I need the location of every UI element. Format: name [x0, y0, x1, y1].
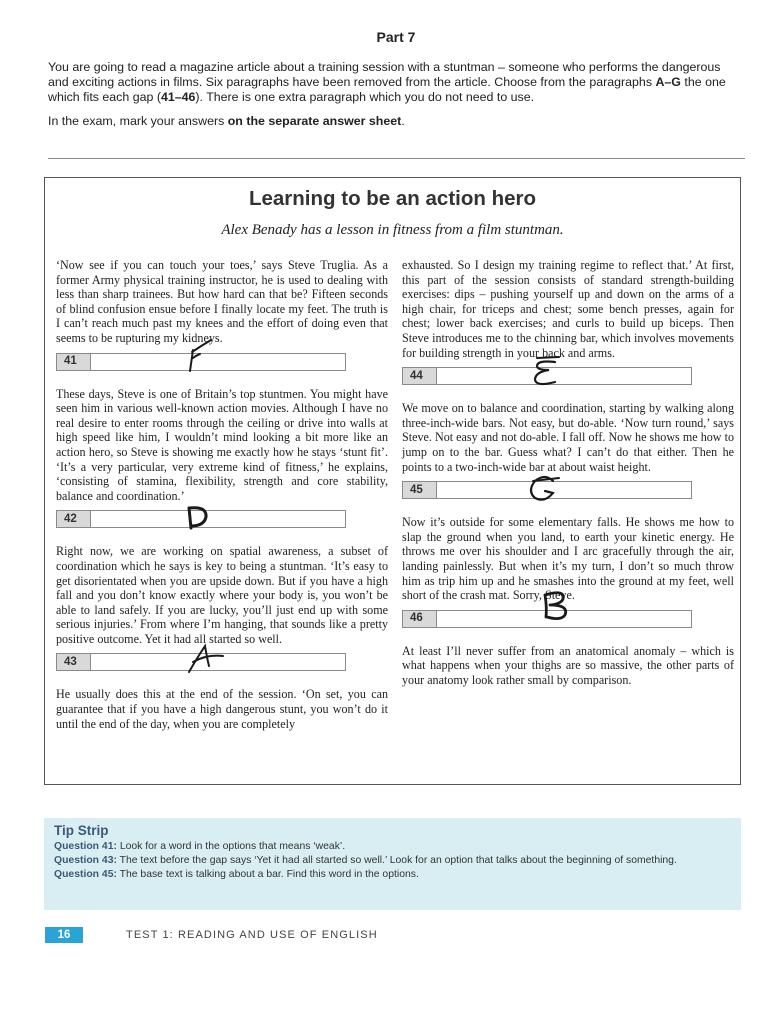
instructions: [48, 60, 738, 129]
gap-number: 42: [57, 511, 91, 527]
page-number-badge: 16: [45, 927, 83, 943]
gap-range: 41–46: [160, 90, 196, 105]
article-paragraph: We move on to balance and coordination, starting by walking along three-inch-wide bars. Not easy, but do-able. ‘Now turn round,’ says Steve. Not easy and not do-able. I fall off. Now he shows me how to jump on to the bar. Guess what? I can’t do that either. Then he points to a two-inch-wide bar at about waist height.: [402, 401, 734, 474]
exam-note-text: .: [401, 113, 405, 128]
article-paragraph: Now it’s outside for some elementary falls. He shows me how to slap the ground when you land, to earth your kinetic energy. He throws me over his shoulder and I arc gracefully through the air, landing painlessly. But when it’s my turn, I don’t so much throw him as trip him up and he smashes into the ground at my feet, well short of the crash mat. Sorry, Steve.: [402, 515, 734, 603]
gap-41[interactable]: [56, 353, 346, 371]
handwritten-answer-d: [181, 502, 223, 538]
gap-answer-field[interactable]: [91, 654, 345, 670]
instructions-text: ). There is one extra paragraph which you do not need to use.: [195, 90, 535, 105]
gap-46[interactable]: [402, 610, 692, 628]
exam-note: [48, 114, 738, 129]
article-column-right: [402, 258, 734, 687]
tip-text: Look for a word in the options that means ‘weak’.: [116, 841, 346, 852]
instructions-paragraph: [48, 60, 738, 106]
part-title: Part 7: [376, 29, 416, 45]
tip-45: [54, 868, 731, 881]
article-title: Learning to be an action hero: [248, 187, 537, 210]
gap-number: 41: [57, 354, 91, 370]
gap-answer-field[interactable]: [91, 511, 345, 527]
article-paragraph: Right now, we are working on spatial awareness, a subset of coordination which he says is key to being a stuntman. ‘It’s easy to get disorientated when you are upside down. But if you have a high fall and you don’t know exactly where your body is, you won’t be able to land safely. If you are lucky, you’ll just end up with some serious injuries.’ From where I’m hanging, that sounds like a pretty positive outcome. Yet it had all started so well.: [56, 544, 388, 646]
tip-41: [54, 840, 731, 853]
gap-answer-field[interactable]: [437, 482, 691, 498]
handwritten-answer-g: [525, 473, 567, 509]
gap-42[interactable]: [56, 510, 346, 528]
gap-number: 44: [403, 368, 437, 384]
tip-strip: [44, 818, 741, 910]
article-paragraph: He usually does this at the end of the session. ‘On set, you can guarantee that if you have a high dangerous stunt, you won’t do it until the end of the day, when you are completely: [56, 687, 388, 731]
tip-text: The base text is talking about a bar. Find this word in the options.: [116, 869, 419, 880]
tip-label: Question 41:: [54, 841, 117, 852]
handwritten-answer-f: [181, 336, 223, 372]
exam-note-emphasis: on the separate answer sheet: [227, 113, 402, 128]
gap-number: 45: [403, 482, 437, 498]
tip-43: [54, 854, 731, 867]
tip-label: Question 45:: [54, 869, 117, 880]
instructions-text: the one which fits each gap (: [48, 75, 726, 105]
divider: [48, 158, 745, 159]
gap-43[interactable]: [56, 653, 346, 671]
option-range: A–G: [655, 75, 681, 90]
section-footer: TEST 1: READING AND USE OF ENGLISH: [126, 929, 378, 941]
article-subtitle: Alex Benady has a lesson in fitness from a film stuntman.: [221, 222, 564, 238]
article-column-left: [56, 258, 388, 731]
tip-strip-title: Tip Strip: [54, 823, 109, 838]
tip-text: The text before the gap says ‘Yet it had all started so well.’ Look for an option that talks about the beginning of something.: [116, 855, 677, 866]
handwritten-answer-e: [529, 354, 571, 390]
gap-number: 43: [57, 654, 91, 670]
article-paragraph: exhausted. So I design my training regime to reflect that.’ At first, this part of the session consists of standard strength-building exercises: dips – pushing yourself up and down on the arms of a high chair, for triceps and chest; some bench presses, again for chest; lower back exercises; and curls to build up biceps. Then Steve introduces me to the chinning bar, which involves movements for building strength in your back and arms.: [402, 258, 734, 360]
handwritten-answer-a: [185, 640, 227, 676]
gap-answer-field[interactable]: [91, 354, 345, 370]
exam-note-text: In the exam, mark your answers: [48, 113, 228, 128]
gap-answer-field[interactable]: [437, 611, 691, 627]
tip-label: Question 43:: [54, 855, 117, 866]
article-paragraph: ‘Now see if you can touch your toes,’ says Steve Truglia. As a former Army physical training instructor, he is used to dealing with less than sharp trainees. But how hard can that be? Fifteen seconds of blind confusion ensue before I finally locate my feet. The truth is I can’t reach much past my knees and the effort of doing even that seems to be rupturing my kidneys.: [56, 258, 388, 345]
gap-45[interactable]: [402, 481, 692, 499]
article-paragraph: At least I’ll never suffer from an anatomical anomaly – which is what happens when your thighs are so massive, the other parts of your anatomy look rather small by comparison.: [402, 643, 734, 687]
article-paragraph: These days, Steve is one of Britain’s top stuntmen. You might have seen him in various well-known action movies. Although I have no real desire to enter rooms through the ceiling or drive into walls at high speed like him, I wouldn’t mind looking a bit more like an action hero, so Steve is showing me exactly how he stays ‘stunt fit’. ‘It’s a very particular, very extreme kind of fitness,’ he explains, ‘consisting of stamina, flexibility, strength and core stability, balance and coordination.’: [56, 386, 388, 503]
handwritten-answer-b: [537, 587, 579, 623]
instructions-text: You are going to read a magazine article about a training session with a stuntman – someone who performs the dangerous and exciting actions in films. Six paragraphs have been removed from the article. Choose from the paragraphs: [48, 60, 721, 90]
gap-answer-field[interactable]: [437, 368, 691, 384]
gap-number: 46: [403, 611, 437, 627]
gap-44[interactable]: [402, 367, 692, 385]
